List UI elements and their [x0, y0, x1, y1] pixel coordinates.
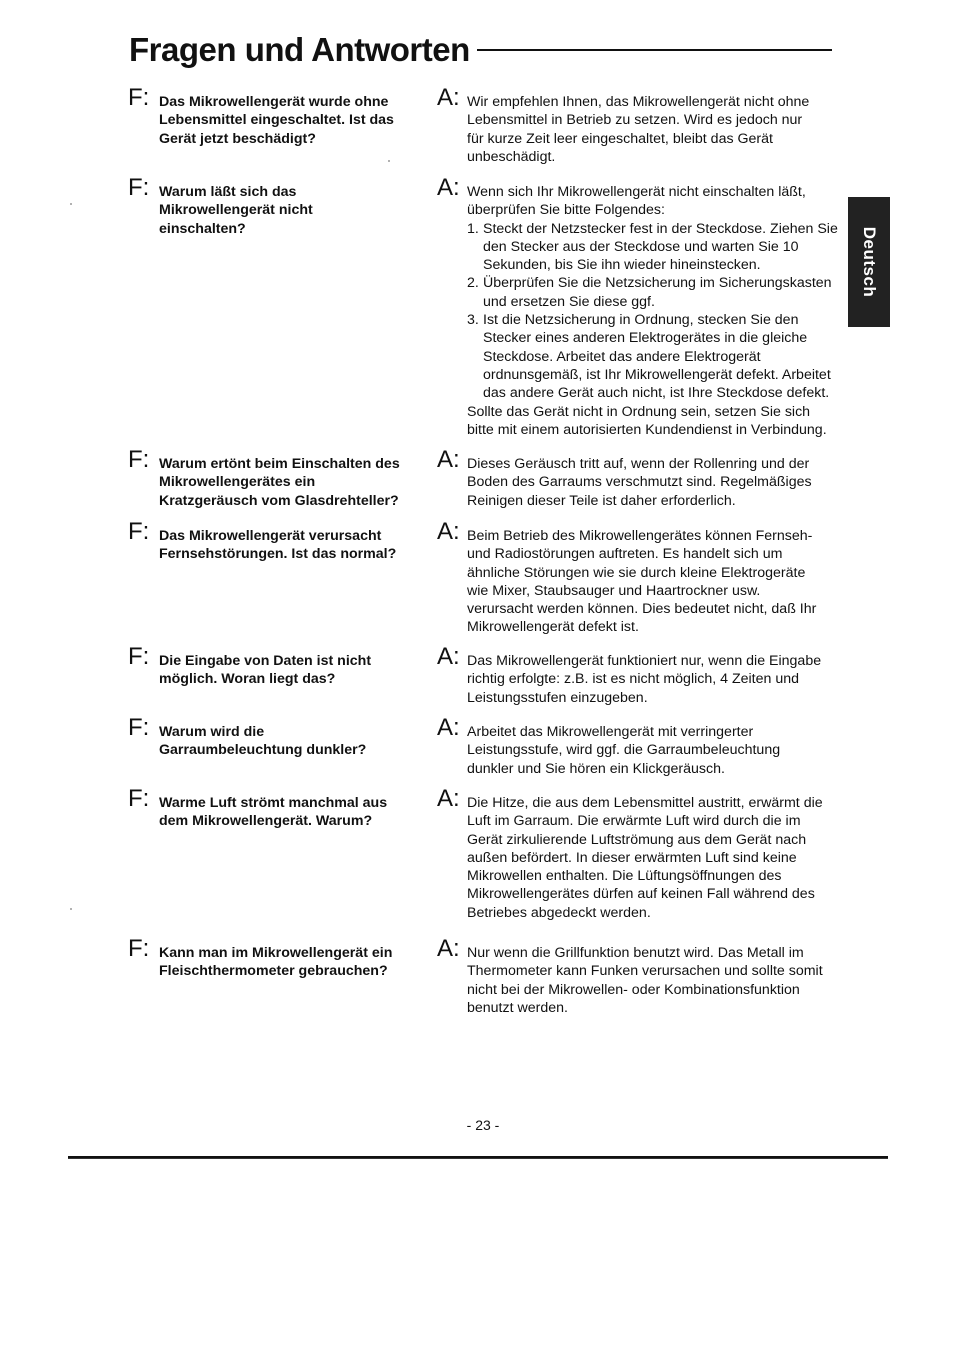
- scan-speck: [70, 203, 72, 205]
- answer-text: Die Hitze, die aus dem Lebensmittel austritt, erwärmt die Luft im Garraum. Die erwärmte Luft wird durch die im Gerät zirkulierende Luftströmung aus dem Gerät nach außen befördert. In dieser erwärmten Luft sind keine Mikrowellen enthalten. Die Lüftungsöffnungen des Mikrowellengerätes dürfen auf keinen Fall während des Betriebes abgedeckt werden.: [467, 795, 823, 921]
- step-item: [467, 220, 839, 275]
- step-number: 1.: [467, 220, 479, 237]
- step-text: Überprüfen Sie die Netzsicherung im Sicherungskasten und ersetzen Sie diese ggf.: [483, 275, 832, 310]
- question-marker: F:: [128, 84, 150, 111]
- question-marker: F:: [128, 446, 150, 473]
- answer-text: Wir empfehlen Ihnen, das Mikrowellengerät nicht ohne Lebensmittel in Betrieb zu setzen. Wird es jedoch nur für kurze Zeit leer eingeschaltet, bleibt das Gerät unbeschädigt.: [467, 94, 810, 165]
- step-number: 3.: [467, 312, 479, 329]
- language-tab-label: Deutsch: [860, 226, 879, 298]
- question-text: Das Mikrowellengerät verursacht Fernsehstörungen. Ist das normal?: [159, 528, 397, 563]
- answer-marker: A:: [437, 714, 460, 741]
- answer-marker: A:: [437, 935, 460, 962]
- answer-marker: A:: [437, 785, 460, 812]
- question-marker: F:: [128, 174, 150, 201]
- answer-text: Nur wenn die Grillfunktion benutzt wird. Das Metall im Thermometer kann Funken verursachen und sollte somit nicht bei der Mikrowellen- oder Kombinationsfunktion benutzt werden.: [467, 945, 823, 1016]
- answer-marker: A:: [437, 446, 460, 473]
- step-text: Ist die Netzsicherung in Ordnung, stecken Sie den Stecker eines anderen Elektrogerätes in die gleiche Steckdose. Arbeitet das andere Elektrogerät ordnunsgemäß, ist Ihr Mikrowellengerät defekt. Arbeitet das andere Gerät auch nicht, ist Ihre Steckdose defekt.: [483, 312, 831, 402]
- scan-speck: [388, 160, 390, 162]
- step-item: [467, 311, 839, 402]
- question-text: Kann man im Mikrowellengerät ein Fleischthermometer gebrauchen?: [159, 945, 393, 980]
- answer-text: Dieses Geräusch tritt auf, wenn der Rollenring und der Boden des Garraums verschmutzt sind. Regelmäßiges Reinigen dieser Teile ist daher erforderlich.: [467, 456, 812, 509]
- step-text: Steckt der Netzstecker fest in der Steckdose. Ziehen Sie den Stecker aus der Steckdose und warten Sie 10 Sekunden, bis Sie ihn wieder hineinstecken.: [483, 220, 838, 274]
- question-text: Warme Luft strömt manchmal aus dem Mikrowellengerät. Warum?: [159, 795, 388, 830]
- question-marker: F:: [128, 785, 150, 812]
- question-marker: F:: [128, 935, 150, 962]
- question-text: Das Mikrowellengerät wurde ohne Lebensmittel eingeschaltet. Ist das Gerät jetzt beschädigt?: [159, 94, 394, 147]
- answer-text: [467, 183, 839, 439]
- language-tab: [848, 197, 890, 327]
- question-text: Warum ertönt beim Einschalten des Mikrowellengerätes ein Kratzgeräusch vom Glasdrehteller?: [159, 456, 400, 509]
- question-text: Warum läßt sich das Mikrowellengerät nicht einschalten?: [159, 184, 313, 237]
- answer-marker: A:: [437, 84, 460, 111]
- title-rule: [477, 49, 832, 51]
- question-marker: F:: [128, 518, 150, 545]
- step-number: 2.: [467, 275, 479, 292]
- answer-marker: A:: [437, 643, 460, 670]
- answer-text: Das Mikrowellengerät funktioniert nur, wenn die Eingabe richtig erfolgte: z.B. ist es nicht möglich, 4 Zeiten und Leistungsstufen einzugeben.: [467, 653, 822, 706]
- footer-rule: [68, 1156, 888, 1159]
- question-marker: F:: [128, 643, 150, 670]
- answer-intro: Wenn sich Ihr Mikrowellengerät nicht einschalten läßt, überprüfen Sie bitte Folgendes:: [467, 184, 806, 219]
- answer-outro: Sollte das Gerät nicht in Ordnung sein, setzen Sie sich bitte mit einem autorisierten Kundendienst in Verbindung.: [467, 403, 827, 438]
- scan-speck: [70, 908, 72, 910]
- answer-text: Beim Betrieb des Mikrowellengerätes können Fernseh- und Radiostörungen auftreten. Es handelt sich um ähnliche Störungen wie sie durch kleine Elektrogeräte wie Mixer, Staubsauger und Haartrockner usw. verursacht werden können. Dies bedeutet nicht, daß Ihr Mikrowellengerät defekt ist.: [467, 528, 817, 636]
- question-text: Die Eingabe von Daten ist nicht möglich. Woran liegt das?: [159, 653, 372, 688]
- step-item: [467, 274, 839, 311]
- page-title: Fragen und Antworten: [129, 31, 470, 68]
- answer-marker: A:: [437, 174, 460, 201]
- question-marker: F:: [128, 714, 150, 741]
- answer-text: Arbeitet das Mikrowellengerät mit verringerter Leistungsstufe, wird ggf. die Garraumbeleuchtung dunkler und Sie hören ein Klickgeräusch.: [467, 724, 781, 777]
- troubleshooting-steps: [467, 220, 839, 403]
- question-text: Warum wird die Garraumbeleuchtung dunkler?: [159, 724, 367, 759]
- answer-marker: A:: [437, 518, 460, 545]
- page-number: - 23 -: [466, 1117, 500, 1133]
